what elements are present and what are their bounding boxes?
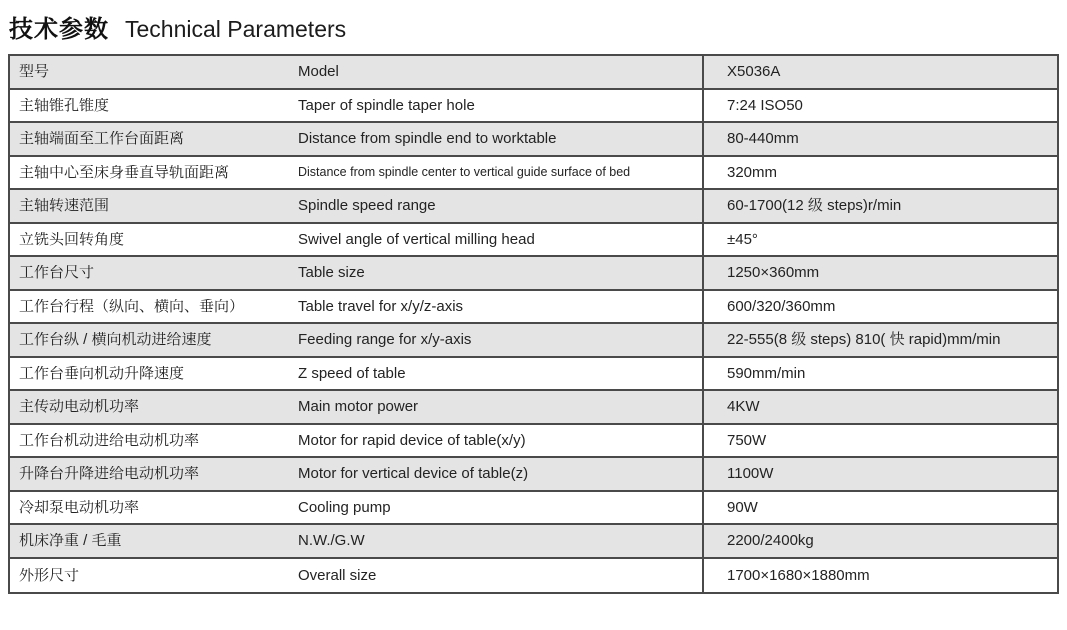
cell-parameter-en: Overall size	[298, 567, 377, 583]
cell-value: 22-555(8 级 steps) 810( 快 rapid)mm/min	[702, 324, 1057, 356]
page-title-en: Technical Parameters	[125, 16, 347, 42]
cell-parameter-en: Distance from spindle end to worktable	[298, 131, 557, 147]
page-title	[9, 9, 1059, 41]
cell-value: 4KW	[702, 391, 1057, 423]
cell-parameter-zh: 型号	[19, 64, 50, 80]
cell-parameter-zh: 立铣头回转角度	[19, 231, 125, 247]
cell-parameter-en: Feeding range for x/y-axis	[298, 332, 472, 348]
table-row	[10, 257, 1057, 291]
cell-parameter-zh: 工作台尺寸	[19, 265, 95, 281]
table-row	[10, 458, 1057, 492]
cell-parameter-en: Table travel for x/y/z-axis	[298, 298, 464, 314]
table-row	[10, 190, 1057, 224]
cell-value: 7:24 ISO50	[702, 90, 1057, 122]
table-row	[10, 525, 1057, 559]
cell-value: 90W	[702, 492, 1057, 524]
cell-value: 600/320/360mm	[702, 291, 1057, 323]
cell-parameter-en: Motor for vertical device of table(z)	[298, 466, 529, 482]
table-row	[10, 492, 1057, 526]
cell-parameter-en: Table size	[298, 265, 365, 281]
cell-value: 80-440mm	[702, 123, 1057, 155]
table-row	[10, 123, 1057, 157]
page-title-zh: 技术参数	[9, 16, 109, 43]
cell-parameter-en: Z speed of table	[298, 365, 406, 381]
cell-value: ±45°	[702, 224, 1057, 256]
cell-value: 320mm	[702, 157, 1057, 189]
cell-parameter-zh: 工作台行程（纵向、横向、垂向）	[19, 298, 245, 314]
table-row	[10, 324, 1057, 358]
cell-parameter-zh: 机床净重 / 毛重	[19, 533, 122, 549]
cell-value: 590mm/min	[702, 358, 1057, 390]
cell-parameter-zh: 冷却泵电动机功率	[19, 499, 140, 515]
cell-parameter-en: Motor for rapid device of table(x/y)	[298, 432, 526, 448]
cell-parameter-zh: 工作台纵 / 横向机动进给速度	[19, 332, 212, 348]
cell-parameter-zh: 外形尺寸	[19, 567, 80, 583]
table-row	[10, 224, 1057, 258]
cell-value: 1250×360mm	[702, 257, 1057, 289]
cell-parameter-zh: 主轴转速范围	[19, 198, 110, 214]
table-row	[10, 291, 1057, 325]
cell-parameter-en: Cooling pump	[298, 499, 391, 515]
cell-value: 1700×1680×1880mm	[702, 559, 1057, 593]
table-row	[10, 391, 1057, 425]
cell-parameter-en: Main motor power	[298, 399, 419, 415]
cell-value: 60-1700(12 级 steps)r/min	[702, 190, 1057, 222]
cell-parameter-zh: 工作台机动进给电动机功率	[19, 432, 200, 448]
cell-parameter-en: N.W./G.W	[298, 533, 365, 549]
technical-parameters-table	[8, 54, 1059, 594]
cell-parameter-en: Spindle speed range	[298, 198, 436, 214]
table-row	[10, 425, 1057, 459]
cell-parameter-en: Distance from spindle center to vertical guide surface of bed	[298, 166, 631, 179]
cell-parameter-zh: 主轴中心至床身垂直导轨面距离	[19, 164, 230, 180]
parameters-table-body	[10, 56, 1057, 592]
cell-value: 1100W	[702, 458, 1057, 490]
cell-parameter-zh: 升降台升降进给电动机功率	[19, 466, 200, 482]
cell-parameter-zh: 主轴端面至工作台面距离	[19, 131, 185, 147]
cell-value: 750W	[702, 425, 1057, 457]
cell-parameter-zh: 主传动电动机功率	[19, 399, 140, 415]
cell-parameter-zh: 工作台垂向机动升降速度	[19, 365, 185, 381]
table-row	[10, 559, 1057, 593]
cell-parameter-en: Taper of spindle taper hole	[298, 97, 475, 113]
cell-value: 2200/2400kg	[702, 525, 1057, 557]
cell-value: X5036A	[702, 56, 1057, 88]
cell-parameter-en: Model	[298, 64, 339, 80]
table-row	[10, 157, 1057, 191]
cell-parameter-zh: 主轴锥孔锥度	[19, 97, 110, 113]
table-row	[10, 358, 1057, 392]
cell-parameter-en: Swivel angle of vertical milling head	[298, 231, 535, 247]
table-row	[10, 56, 1057, 90]
table-row	[10, 90, 1057, 124]
